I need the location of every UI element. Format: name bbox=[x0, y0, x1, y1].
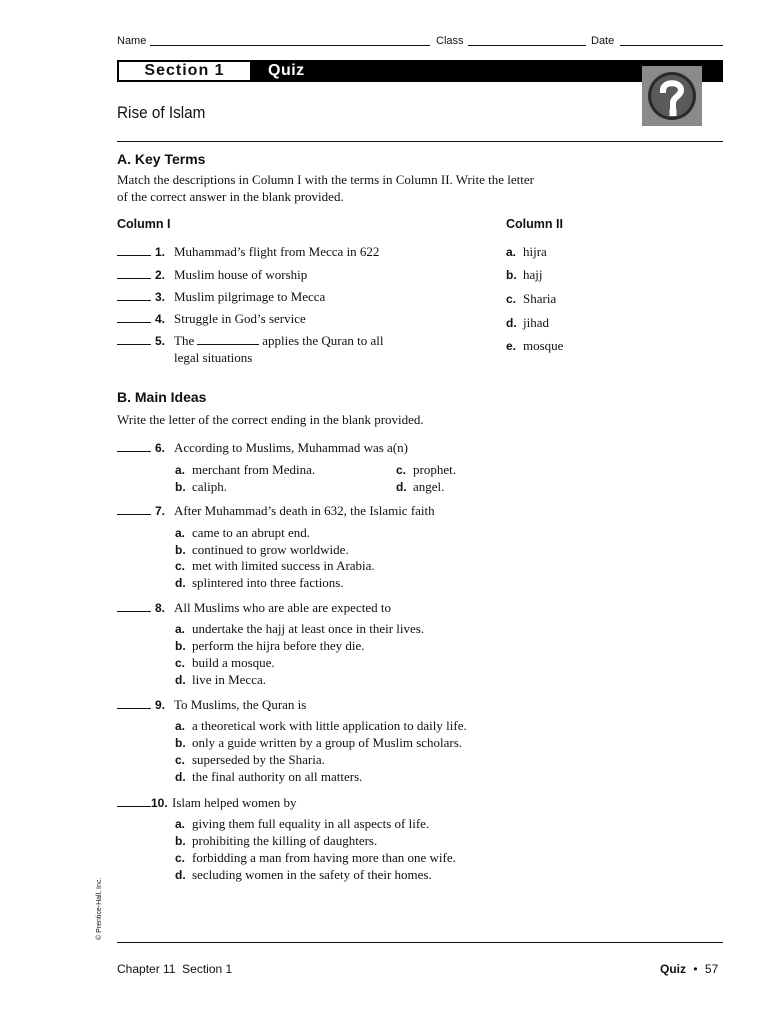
footer-divider bbox=[117, 942, 723, 943]
answer-blank[interactable] bbox=[117, 502, 151, 515]
title-divider bbox=[117, 141, 723, 142]
footer-chapter-section: Chapter 11 Section 1 bbox=[117, 962, 233, 976]
option-b: b. continued to grow worldwide. bbox=[175, 542, 349, 557]
term-item: b. hajj bbox=[506, 267, 543, 282]
name-field[interactable] bbox=[150, 45, 430, 46]
option-c: c. forbidding a man from having more than one wife. bbox=[175, 850, 456, 865]
question-mark-icon bbox=[642, 66, 702, 126]
list-item: 2. Muslim house of worship bbox=[117, 266, 307, 284]
option-d: d. splintered into three factions. bbox=[175, 575, 344, 590]
option-c: c. build a mosque. bbox=[175, 655, 275, 670]
answer-blank[interactable] bbox=[117, 266, 151, 279]
question-8: 8. All Muslims who are able are expected to bbox=[117, 599, 391, 617]
part-a-instructions-line2: of the correct answer in the blank provided. bbox=[117, 189, 344, 204]
option-c: c. met with limited success in Arabia. bbox=[175, 558, 375, 573]
part-a-instructions-line1: Match the descriptions in Column I with the terms in Column II. Write the letter bbox=[117, 172, 534, 187]
column-ii-heading: Column II bbox=[506, 217, 563, 231]
part-b-instructions: Write the letter of the correct ending in the blank provided. bbox=[117, 412, 424, 427]
column-i-heading: Column I bbox=[117, 217, 171, 231]
part-b-heading: B. Main Ideas bbox=[117, 389, 207, 405]
option-d: d. the final authority on all matters. bbox=[175, 769, 363, 784]
option-a: a. came to an abrupt end. bbox=[175, 525, 311, 540]
date-label: Date bbox=[591, 35, 615, 47]
name-label: Name bbox=[117, 35, 147, 47]
term-item: a. hijra bbox=[506, 244, 547, 259]
answer-blank[interactable] bbox=[117, 310, 151, 323]
answer-blank[interactable] bbox=[117, 243, 151, 256]
class-field[interactable] bbox=[468, 45, 586, 46]
option-d: d. live in Mecca. bbox=[175, 672, 266, 687]
term-item: d. jihad bbox=[506, 315, 549, 330]
option-a: a. a theoretical work with little application to daily life. bbox=[175, 718, 467, 733]
footer-page-info bbox=[660, 962, 718, 976]
option-c: c. superseded by the Sharia. bbox=[175, 752, 325, 767]
question-10: 10. Islam helped women by bbox=[117, 794, 297, 812]
option-b: b. perform the hijra before they die. bbox=[175, 638, 365, 653]
term-item: c. Sharia bbox=[506, 291, 557, 306]
question-7: 7. After Muhammad’s death in 632, the Islamic faith bbox=[117, 502, 435, 520]
footer-quiz-label: Quiz bbox=[660, 962, 686, 976]
list-item: 3. Muslim pilgrimage to Mecca bbox=[117, 288, 325, 306]
option-a: a. giving them full equality in all aspects of life. bbox=[175, 816, 430, 831]
option-b: b. prohibiting the killing of daughters. bbox=[175, 833, 378, 848]
answer-blank[interactable] bbox=[117, 439, 151, 452]
answer-blank[interactable] bbox=[117, 696, 151, 709]
option-a: a. undertake the hajj at least once in their lives. bbox=[175, 621, 425, 636]
class-label: Class bbox=[436, 35, 464, 47]
answer-blank[interactable] bbox=[117, 599, 151, 612]
option-a: a. merchant from Medina. bbox=[175, 462, 316, 477]
copyright-notice: © Prentice-Hall, Inc. bbox=[96, 877, 103, 940]
option-c: c. prophet. bbox=[396, 462, 456, 477]
question-6: 6. According to Muslims, Muhammad was a(n) bbox=[117, 439, 408, 457]
list-item-continuation: legal situations bbox=[174, 350, 253, 365]
banner-quiz-label: Quiz bbox=[268, 62, 305, 79]
question-9: 9. To Muslims, the Quran is bbox=[117, 696, 306, 714]
term-item: e. mosque bbox=[506, 338, 564, 353]
answer-blank[interactable] bbox=[117, 288, 151, 301]
list-item: 5. The applies the Quran to all bbox=[117, 332, 384, 350]
answer-blank[interactable] bbox=[117, 794, 151, 807]
option-b: b. only a guide written by a group of Muslim scholars. bbox=[175, 735, 463, 750]
footer-bullet: • bbox=[693, 962, 698, 976]
list-item: 4. Struggle in God’s service bbox=[117, 310, 306, 328]
date-field[interactable] bbox=[620, 45, 723, 46]
banner-section-label: Section 1 bbox=[118, 61, 251, 81]
option-d: d. secluding women in the safety of their homes. bbox=[175, 867, 432, 882]
answer-blank[interactable] bbox=[117, 332, 151, 345]
fill-in-blank[interactable] bbox=[197, 332, 259, 345]
option-d: d. angel. bbox=[396, 479, 445, 494]
part-a-heading: A. Key Terms bbox=[117, 151, 206, 167]
option-b: b. caliph. bbox=[175, 479, 228, 494]
page-title: Rise of Islam bbox=[117, 103, 206, 122]
page-number: 57 bbox=[704, 962, 719, 976]
list-item: 1. Muhammad’s flight from Mecca in 622 bbox=[117, 243, 379, 261]
